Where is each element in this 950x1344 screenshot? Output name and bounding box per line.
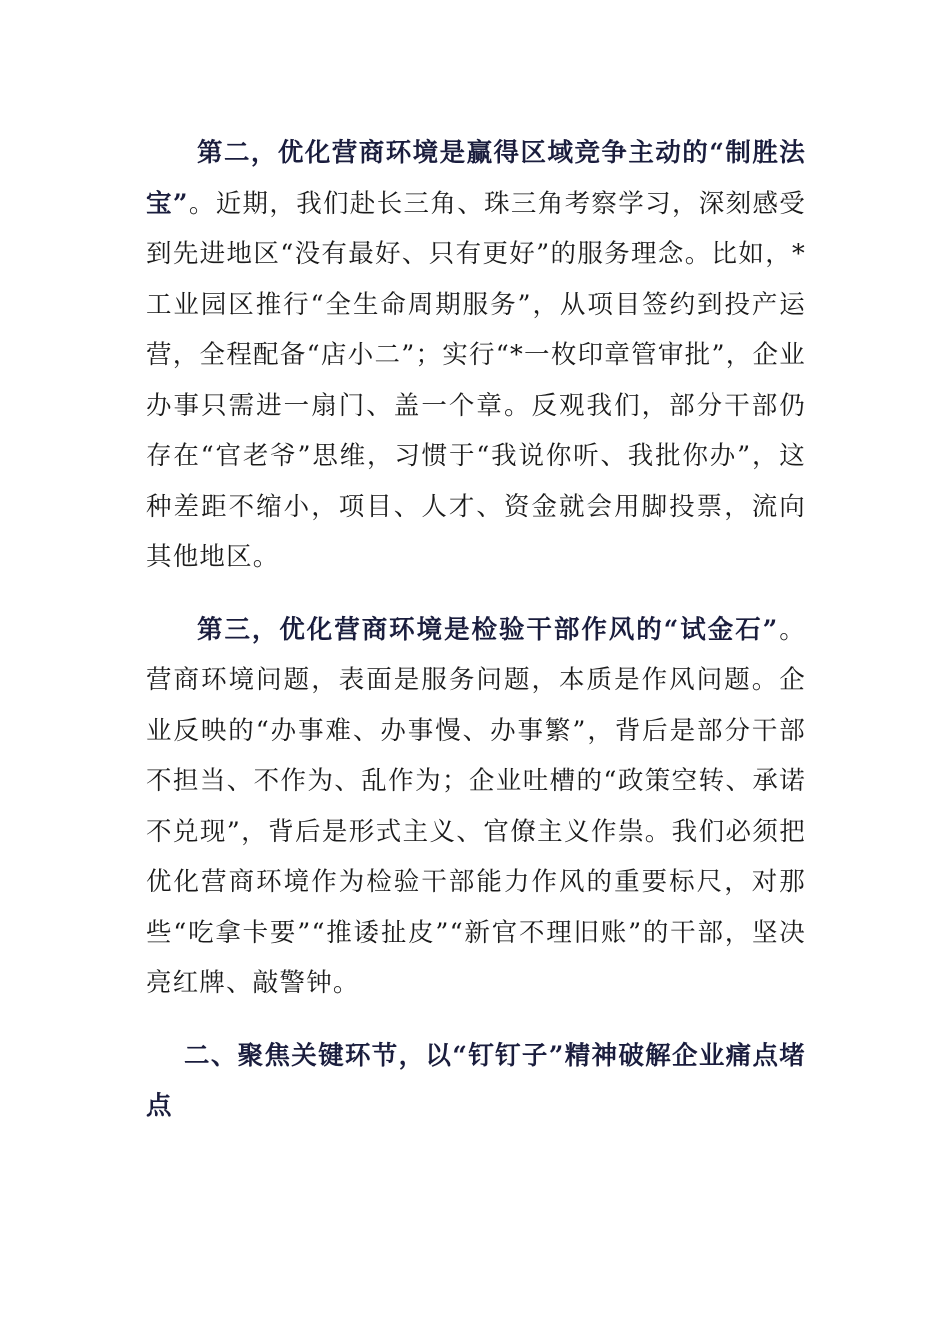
- paragraph-body-text: 。营商环境问题，表面是服务问题，本质是作风问题。企业反映的“办事难、办事慢、办事繁”，背后是部分干部不担当、不作为、乱作为；企业吐槽的“政策空转、承诺不兑现”，背后是形式主义、官僚主义作祟。我们必须把优化营商环境作为检验干部能力作风的重要标尺，对那些“吃拿卡要”“推诿扯皮”“新官不理旧账”的干部，坚决亮红牌、敲警钟。: [146, 614, 806, 998]
- paragraph-body-text: 。近期，我们赴长三角、珠三角考察学习，深刻感受到先进地区“没有最好、只有更好”的服务理念。比如，*工业园区推行“全生命周期服务”，从项目签约到投产运营，全程配备“店小二”；实行“*一枚印章管审批”，企业办事只需进一扇门、盖一个章。反观我们，部分干部仍存在“官老爷”思维，习惯于“我说你听、我批你办”，这种差距不缩小，项目、人才、资金就会用脚投票，流向其他地区。: [146, 188, 806, 572]
- section-heading: 二、聚焦关键环节，以“钉钉子”精神破解企业痛点堵点: [146, 1040, 806, 1121]
- paragraph-third-point: [146, 605, 806, 1009]
- paragraph-second-point: [146, 128, 806, 583]
- paragraph-lead-bold: 第二，优化营商环境是赢得区域竞争主动的“制胜法宝”: [146, 138, 806, 219]
- document-body: [146, 128, 806, 1132]
- paragraph-lead-bold: 第三，优化营商环境是检验干部作风的“试金石”: [197, 614, 779, 645]
